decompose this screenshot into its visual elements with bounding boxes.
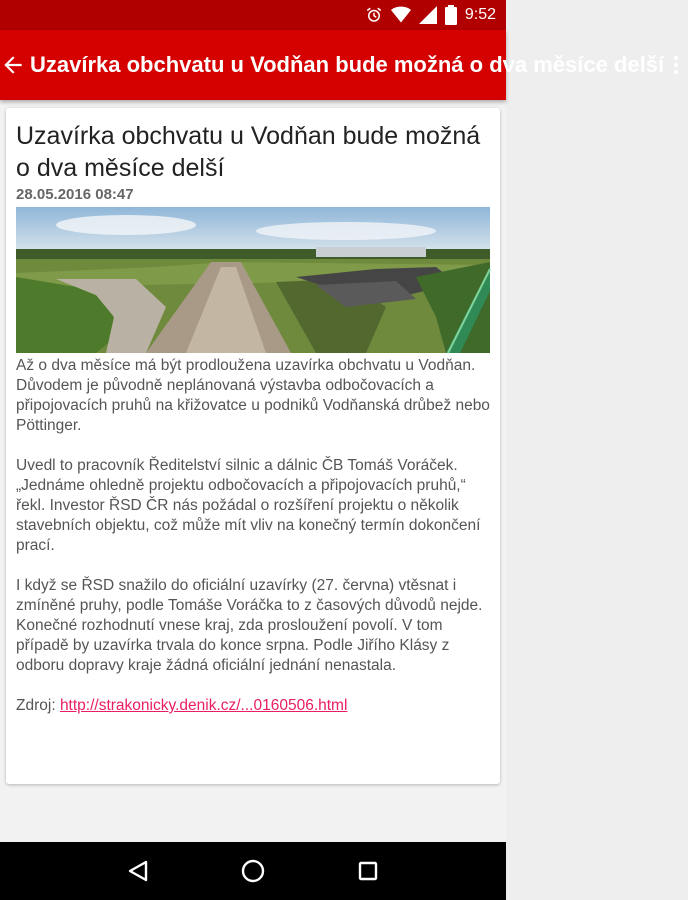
app-bar (0, 30, 665, 100)
article-paragraph-1: Až o dva měsíce má být prodloužena uzavírka obchvatu u Vodňan. Důvodem je původně neplánovaná výstavba odbočovacích a připojovacích pruhů na křižovatce u podniků Vodňanská drůbež nebo Pöttinger. (16, 357, 490, 434)
nav-recents-button[interactable] (343, 846, 393, 896)
signal-icon (419, 6, 437, 24)
battery-icon (445, 5, 457, 25)
arrow-back-icon (0, 52, 26, 78)
wifi-icon (391, 6, 411, 24)
source-label: Zdroj: (16, 697, 56, 714)
article-photo (16, 207, 490, 353)
more-vert-icon (664, 53, 688, 77)
back-button[interactable] (0, 30, 26, 100)
nav-back-button[interactable] (113, 846, 163, 896)
navigation-bar (0, 842, 506, 900)
article-date: 28.05.2016 08:47 (16, 186, 134, 203)
article-card (6, 108, 500, 784)
article-paragraph-2: Uvedl to pracovník Ředitelství silnic a dálnic ČB Tomáš Voráček. „Jednáme ohledně projektu odbočovacích a připojovacích pruhů,“ řekl. Investor ŘSD ČR nás požádal o rozšíření projektu o několik stavebních objektu, což může mít vliv na konečný termín dokončení prací. (16, 457, 481, 554)
source-link[interactable]: http://strakonicky.denik.cz/...0160506.html (59, 697, 348, 714)
article-body (16, 356, 490, 716)
article-paragraph-3: I když se ŘSD snažilo do oficiální uzavírky (27. června) vtěsnat i zmíněné pruhy, podle Tomáše Voráčka to z časových důvodů nejde. Konečné rozhodnutí vnese kraj, zda prosloužení povolí. V tom případě by uzavírka trvala do konce srpna. Podle Jiřího Klásy z odboru dopravy kraje žádná oficiální jednání nenastala. (16, 577, 483, 674)
alarm-icon (365, 6, 383, 24)
content-area[interactable] (0, 100, 506, 842)
status-time: 9:52 (464, 6, 496, 23)
article-source (16, 696, 490, 716)
article-headline: Uzavírka obchvatu u Vodňan bude možná o dva měsíce delší (16, 122, 481, 182)
nav-home-button[interactable] (228, 846, 278, 896)
nav-back-icon (127, 859, 149, 883)
overflow-menu-button[interactable] (664, 30, 688, 100)
status-bar (0, 0, 506, 30)
app-bar-title: Uzavírka obchvatu u Vodňan bude možná o dva měsíce delší (30, 52, 665, 77)
nav-home-icon (240, 858, 266, 884)
nav-recents-icon (357, 860, 379, 882)
